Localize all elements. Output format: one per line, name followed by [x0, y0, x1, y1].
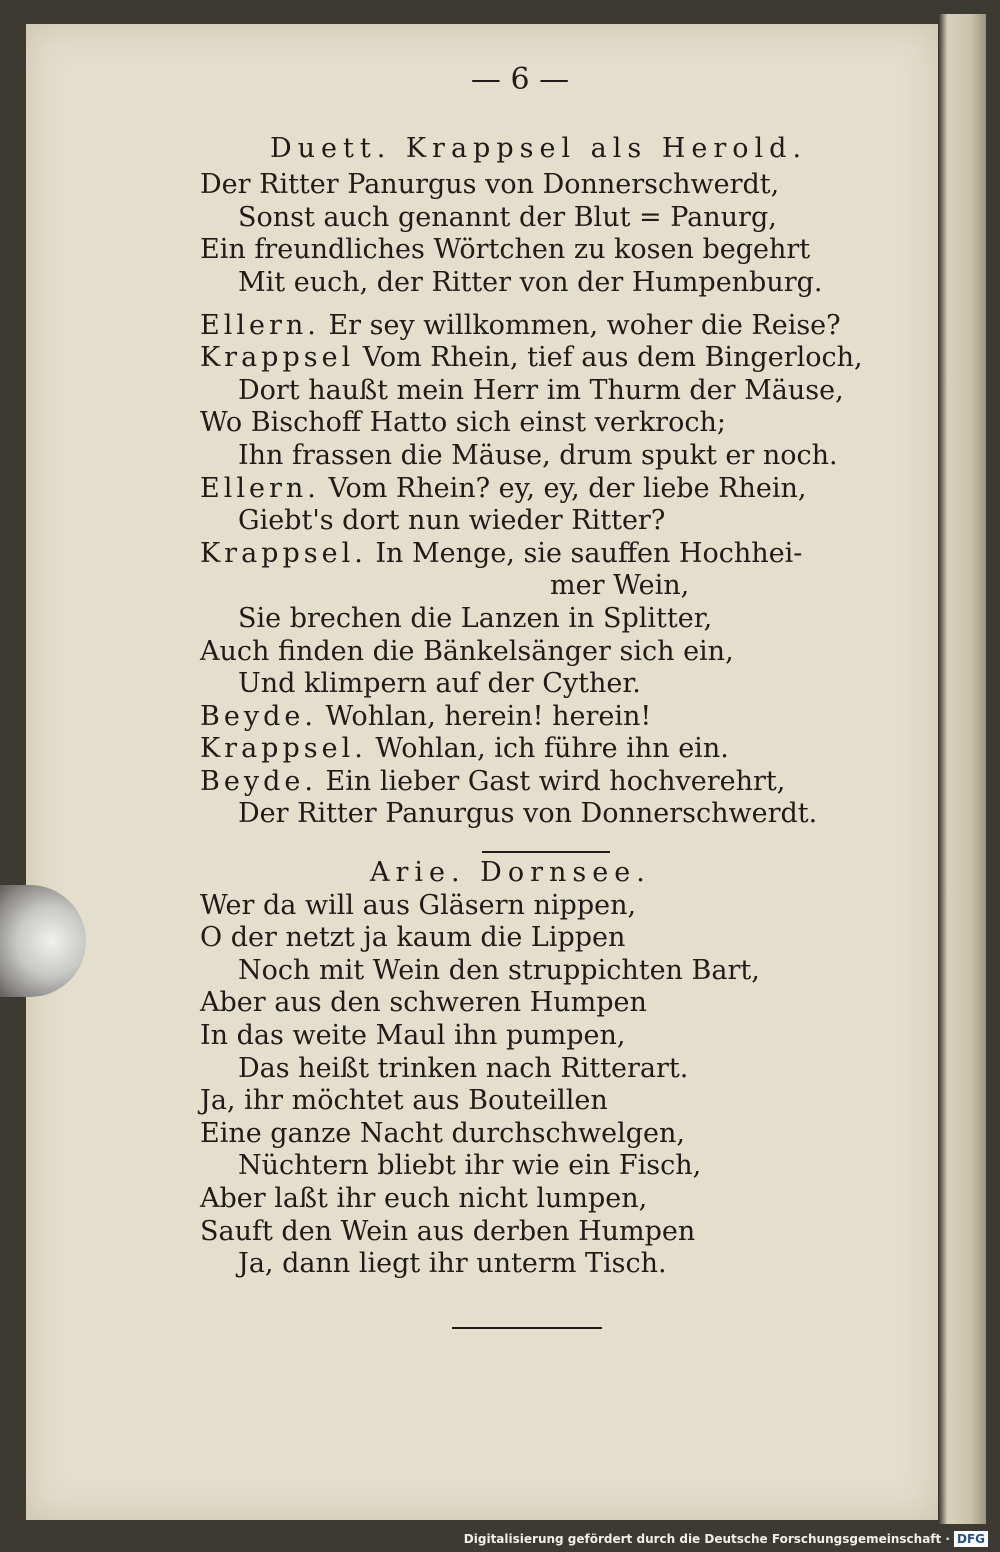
verse-line: Aber aus den schweren Humpen: [200, 987, 647, 1019]
verse-line: O der netzt ja kaum die Lippen: [200, 922, 626, 954]
verse-line: Nüchtern bliebt ihr wie ein Fisch,: [238, 1150, 702, 1182]
verse-line: Wer da will aus Gläsern nippen,: [200, 889, 637, 921]
verse-line: Mit euch, der Ritter von der Humpenburg.: [238, 266, 823, 298]
dialogue-line: [200, 733, 880, 766]
dialogue-text: Er sey willkommen, woher die Reise?: [328, 309, 841, 341]
verse-line: Eine ganze Nacht durchschwelgen,: [200, 1117, 685, 1149]
dialogue-line: [200, 538, 880, 571]
verse-line: Ja, dann liegt ihr unterm Tisch.: [238, 1248, 667, 1280]
verse-line: Sonst auch genannt der Blut = Panurg,: [238, 201, 777, 233]
speaker-name: Ellern.: [200, 309, 320, 341]
duett-heading: Duett. Krappsel als Herold.: [270, 132, 808, 164]
dialogue-text: Vom Rhein? ey, ey, der liebe Rhein,: [328, 472, 807, 504]
speaker-name: Beyde.: [200, 765, 317, 797]
dialogue-line: [200, 766, 880, 799]
verse-line: Das heißt trinken nach Ritterart.: [238, 1052, 689, 1084]
dfg-logo: DFG: [954, 1531, 988, 1547]
dialogue-line: mer Wein,: [550, 570, 690, 602]
verse-line: Noch mit Wein den struppichten Bart,: [238, 954, 760, 986]
divider-rule: [482, 851, 610, 853]
dialogue-line: [200, 310, 880, 343]
page-text: [200, 64, 880, 1281]
dialogue-line: Wo Bischoff Hatto sich einst verkroch;: [200, 407, 726, 439]
adjacent-page-edge: [938, 14, 986, 1524]
dialogue-line: Sie brechen die Lanzen in Splitter,: [238, 602, 713, 634]
dialogue-text: Vom Rhein, tief aus dem Bingerloch,: [362, 342, 863, 374]
dialogue-text: Ein lieber Gast wird hochverehrt,: [325, 765, 786, 797]
verse-line: Der Ritter Panurgus von Donnerschwerdt,: [200, 169, 780, 201]
dialogue-line: Ihn frassen die Mäuse, drum spukt er noch.: [238, 439, 838, 471]
dialogue-line: [200, 701, 880, 734]
speaker-name: Krappsel.: [200, 537, 367, 569]
dialogue-line: Der Ritter Panurgus von Donnerschwerdt.: [238, 798, 818, 830]
dialogue-line: Auch finden die Bänkelsänger sich ein,: [200, 635, 734, 667]
footer-text: Digitalisierung gefördert durch die Deutsche Forschungsgemeinschaft ·: [463, 1532, 950, 1546]
verse-line: In das weite Maul ihn pumpen,: [200, 1020, 626, 1052]
page-number: — 6 —: [470, 62, 570, 97]
dialogue-line: Dort haußt mein Herr im Thurm der Mäuse,: [238, 374, 844, 406]
verse-line: Ein freundliches Wörtchen zu kosen begehrt: [200, 234, 811, 266]
dialogue-text: Wohlan, ich führe ihn ein.: [375, 733, 729, 765]
verse-line: Ja, ihr möchtet aus Bouteillen: [200, 1085, 608, 1117]
speaker-name: Krappsel.: [200, 733, 367, 765]
verse-line: Aber laßt ihr euch nicht lumpen,: [200, 1183, 648, 1214]
dialogue-line: [200, 473, 880, 506]
dialogue-line: Und klimpern auf der Cyther.: [238, 668, 641, 700]
dialogue-text: In Menge, sie sauffen Hochhei-: [375, 537, 803, 569]
digitization-footer: [464, 1526, 988, 1552]
arie-heading: Arie. Dornsee.: [370, 857, 651, 889]
dialogue-line: Giebt's dort nun wieder Ritter?: [238, 505, 666, 537]
dialogue-line: [200, 342, 880, 375]
speaker-name: Krappsel: [200, 342, 355, 374]
speaker-name: Ellern.: [200, 472, 320, 504]
dialogue-text: Wohlan, herein! herein!: [325, 700, 652, 732]
speaker-name: Beyde.: [200, 700, 317, 732]
end-rule: [452, 1327, 602, 1329]
verse-line: Sauft den Wein aus derben Humpen: [200, 1215, 696, 1247]
